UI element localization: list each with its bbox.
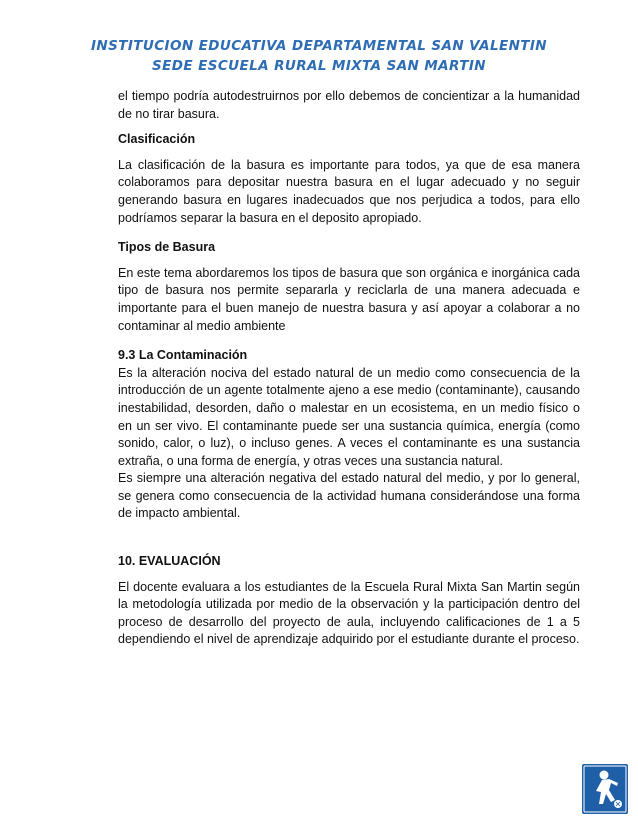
evaluacion-paragraph: El docente evaluara a los estudiantes de la Escuela Rural Mixta San Martin según la metodología utilizada por medio de la observación y la participación dentro del proceso de desarrollo del proyecto de aula, incluyendo calificaciones de 1 a 5 dependiendo el nivel de aprendizaje adquirido por el estudiante durante el proceso. [118, 579, 580, 647]
clasificacion-paragraph: La clasificación de la basura es importante para todos, ya que de esa manera colaboramos para depositar nuestra basura en el lugar adecuado y no seguir generando basura en lugares inadecuados que nos perjudica a todos, para ello podríamos separar la basura en el deposito apropiado. [118, 157, 580, 225]
header-institution: INSTITUCION EDUCATIVA DEPARTAMENTAL SAN VALENTIN [90, 38, 547, 54]
header-sede: SEDE ESCUELA RURAL MIXTA SAN MARTIN [152, 58, 486, 74]
page-header [0, 36, 638, 76]
soccer-player-icon [582, 764, 628, 814]
contaminacion-paragraph-1: Es la alteración nociva del estado natural de un medio como consecuencia de la introducción de un agente totalmente ajeno a ese medio (contaminante), causando inestabilidad, desorden, daño o malestar en un ecosistema, en un medio físico o en un ser vivo. El contaminante puede ser una sustancia química, energía (como sonido, calor, o luz), o incluso genes. A veces el contaminante es una sustancia extraña, o una forma de energía, y otras veces una sustancia natural. [118, 365, 580, 468]
intro-paragraph: el tiempo podría autodestruirnos por ello debemos de concientizar a la humanidad de no tirar basura. [118, 89, 580, 121]
school-logo [582, 764, 628, 814]
document-body [118, 88, 580, 649]
contaminacion-paragraph-2: Es siempre una alteración negativa del estado natural del medio, y por lo general, se genera como consecuencia de la actividad humana considerándose una forma de impacto ambiental. [118, 471, 580, 521]
tipos-paragraph: En este tema abordaremos los tipos de basura que son orgánica e inorgánica cada tipo de basura nos permite separarla y reciclarla de una manera adecuada e importante para el buen manejo de nuestra basura y así apoyar a colaborar a no contaminar al medio ambiente [118, 265, 580, 333]
contaminacion-heading: 9.3 La Contaminación [118, 348, 248, 363]
evaluacion-heading: 10. EVALUACIÓN [118, 554, 221, 569]
clasificacion-heading: Clasificación [118, 132, 196, 147]
tipos-heading: Tipos de Basura [118, 240, 216, 255]
